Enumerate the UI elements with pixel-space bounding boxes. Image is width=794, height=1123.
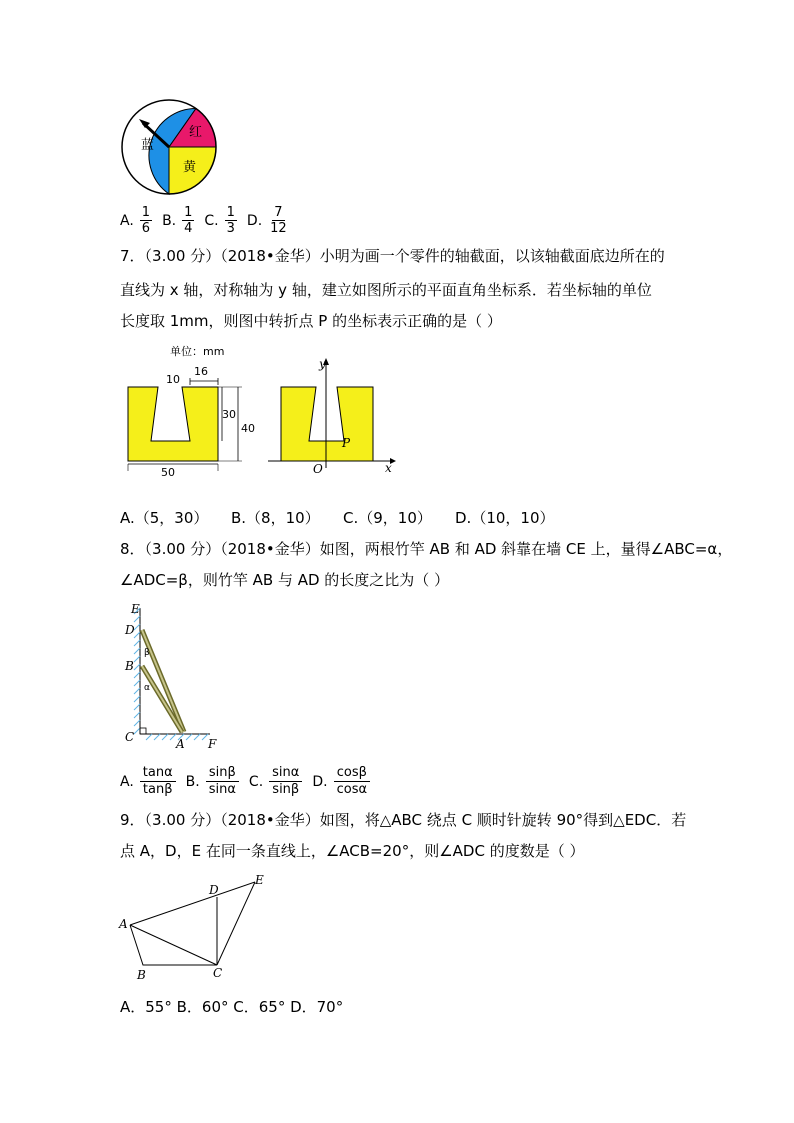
q9-line-1: 9．（3.00 分）（2018•金华）如图，将△ABC 绕点 C 顺时针旋转 90°得到△EDC．若 <box>120 811 687 829</box>
q8-option-b[interactable]: B. $\frac{\sin\beta}{\sin\alpha}$ <box>186 765 239 798</box>
q7-line-3: 长度取 1mm，则图中转折点 P 的坐标表示正确的是（ ） <box>120 312 502 330</box>
svg-text:y: y <box>319 357 326 371</box>
q7-option-c[interactable]: C.（9，10） <box>343 509 432 527</box>
svg-text:D: D <box>209 883 219 897</box>
svg-text:C: C <box>125 730 135 744</box>
spinner-label-yellow: 黄 <box>183 160 197 175</box>
q8-option-d[interactable]: D. $\frac{\cos\beta}{\cos\alpha}$ <box>312 765 370 798</box>
svg-text:A: A <box>176 737 185 751</box>
q9-figure <box>115 870 275 985</box>
q9-line-2: 点 A，D，E 在同一条直线上，∠ACB=20°，则∠ADC 的度数是（ ） <box>120 842 585 860</box>
q8-option-a[interactable]: A. $\frac{\tan\alpha}{\tan\beta}$ <box>120 765 176 798</box>
q7-right-part <box>281 387 373 461</box>
q8-line-2: ∠ADC=β，则竹竿 AB 与 AD 的长度之比为（ ） <box>120 571 450 589</box>
q6-option-d[interactable]: D. $\frac{7}{12}$ <box>246 205 287 236</box>
svg-text:10: 10 <box>166 373 180 386</box>
svg-text:F: F <box>208 737 217 751</box>
svg-text:β: β <box>144 648 150 658</box>
svg-text:α: α <box>144 683 150 693</box>
svg-text:30: 30 <box>222 408 236 421</box>
svg-text:40: 40 <box>241 422 255 435</box>
q7-figure <box>118 340 408 480</box>
svg-text:50: 50 <box>161 466 175 479</box>
q6-options <box>120 205 299 236</box>
q8-options <box>120 765 380 798</box>
q7-option-d[interactable]: D.（10，10） <box>455 509 555 527</box>
svg-text:B: B <box>137 968 146 982</box>
q6-option-b[interactable]: B. $\frac{1}{4}$ <box>162 205 193 236</box>
q9-options[interactable]: A．55° B．60° C．65° D．70° <box>120 998 344 1016</box>
svg-text:x: x <box>385 461 392 475</box>
svg-text:E: E <box>255 873 264 887</box>
svg-text:B: B <box>125 659 134 673</box>
q7-left-part <box>128 387 218 461</box>
svg-text:A: A <box>119 917 128 931</box>
svg-text:16: 16 <box>194 365 208 378</box>
q7-option-b[interactable]: B.（8，10） <box>231 509 320 527</box>
svg-text:C: C <box>213 966 223 980</box>
spinner-label-blue: 蓝 <box>141 138 155 153</box>
svg-text:E: E <box>131 602 140 616</box>
q8-figure <box>118 600 228 752</box>
q7-line-1: 7．（3.00 分）（2018•金华）小明为画一个零件的轴截面，以该轴截面底边所在的 <box>120 247 665 265</box>
q6-option-a[interactable]: A. $\frac{1}{6}$ <box>120 205 151 236</box>
q9-triangle-abc <box>130 925 217 965</box>
q7-option-a[interactable]: A.（5，30） <box>120 509 209 527</box>
q8-line-1: 8．（3.00 分）（2018•金华）如图，两根竹竿 AB 和 AD 斜靠在墙 CE 上，量得∠ABC=α， <box>120 540 733 558</box>
svg-text:O: O <box>313 462 323 476</box>
q7-line-2: 直线为 x 轴，对称轴为 y 轴，建立如图所示的平面直角坐标系．若坐标轴的单位 <box>120 281 652 299</box>
svg-text:P: P <box>342 436 351 450</box>
svg-text:D: D <box>125 623 135 637</box>
q6-option-c[interactable]: C. $\frac{1}{3}$ <box>204 205 235 236</box>
q7-unit-label: 单位：mm <box>170 345 225 358</box>
spinner-label-red: 红 <box>189 125 203 140</box>
spinner-figure <box>119 97 219 197</box>
q8-option-c[interactable]: C. $\frac{\sin\alpha}{\sin\beta}$ <box>249 765 302 798</box>
